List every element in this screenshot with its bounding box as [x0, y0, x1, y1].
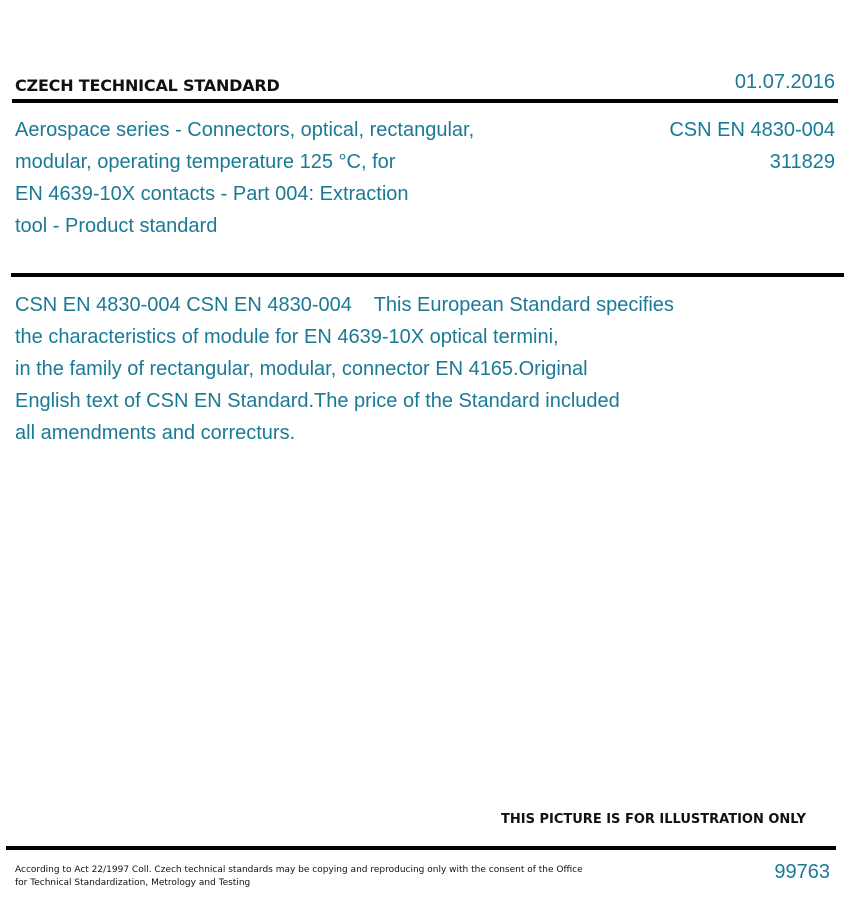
title-divider [11, 273, 844, 277]
description-line: English text of CSN EN Standard.The price of the Standard included [15, 390, 620, 412]
description-line: CSN EN 4830-004 CSN EN 4830-004 This European Standard specifies [15, 294, 674, 316]
header-divider [12, 99, 838, 103]
legal-line: for Technical Standardization, Metrology and Testing [15, 878, 251, 888]
class-number: 311829 [769, 151, 835, 173]
standard-identifiers [669, 114, 835, 178]
catalog-number: 99763 [774, 861, 830, 883]
description-line: all amendments and correcturs. [15, 422, 296, 444]
standard-heading: CZECH TECHNICAL STANDARD [15, 76, 280, 95]
legal-line: According to Act 22/1997 Coll. Czech technical standards may be copying and reproducing only with the consent of the Office [15, 865, 583, 875]
title-line: modular, operating temperature 125 °C, for [15, 151, 396, 173]
standard-title [15, 114, 535, 242]
publication-date: 01.07.2016 [734, 71, 835, 93]
description-line: in the family of rectangular, modular, connector EN 4165.Original [15, 358, 588, 380]
standard-code: CSN EN 4830-004 [669, 119, 835, 141]
description-line: the characteristics of module for EN 4639-10X optical termini, [15, 326, 559, 348]
footer-divider [6, 846, 836, 850]
standard-description [15, 289, 775, 449]
title-line: EN 4639-10X contacts - Part 004: Extraction [15, 183, 409, 205]
legal-notice [15, 864, 583, 890]
title-line: Aerospace series - Connectors, optical, rectangular, [15, 119, 475, 141]
illustration-note: THIS PICTURE IS FOR ILLUSTRATION ONLY [501, 812, 806, 827]
title-line: tool - Product standard [15, 215, 218, 237]
